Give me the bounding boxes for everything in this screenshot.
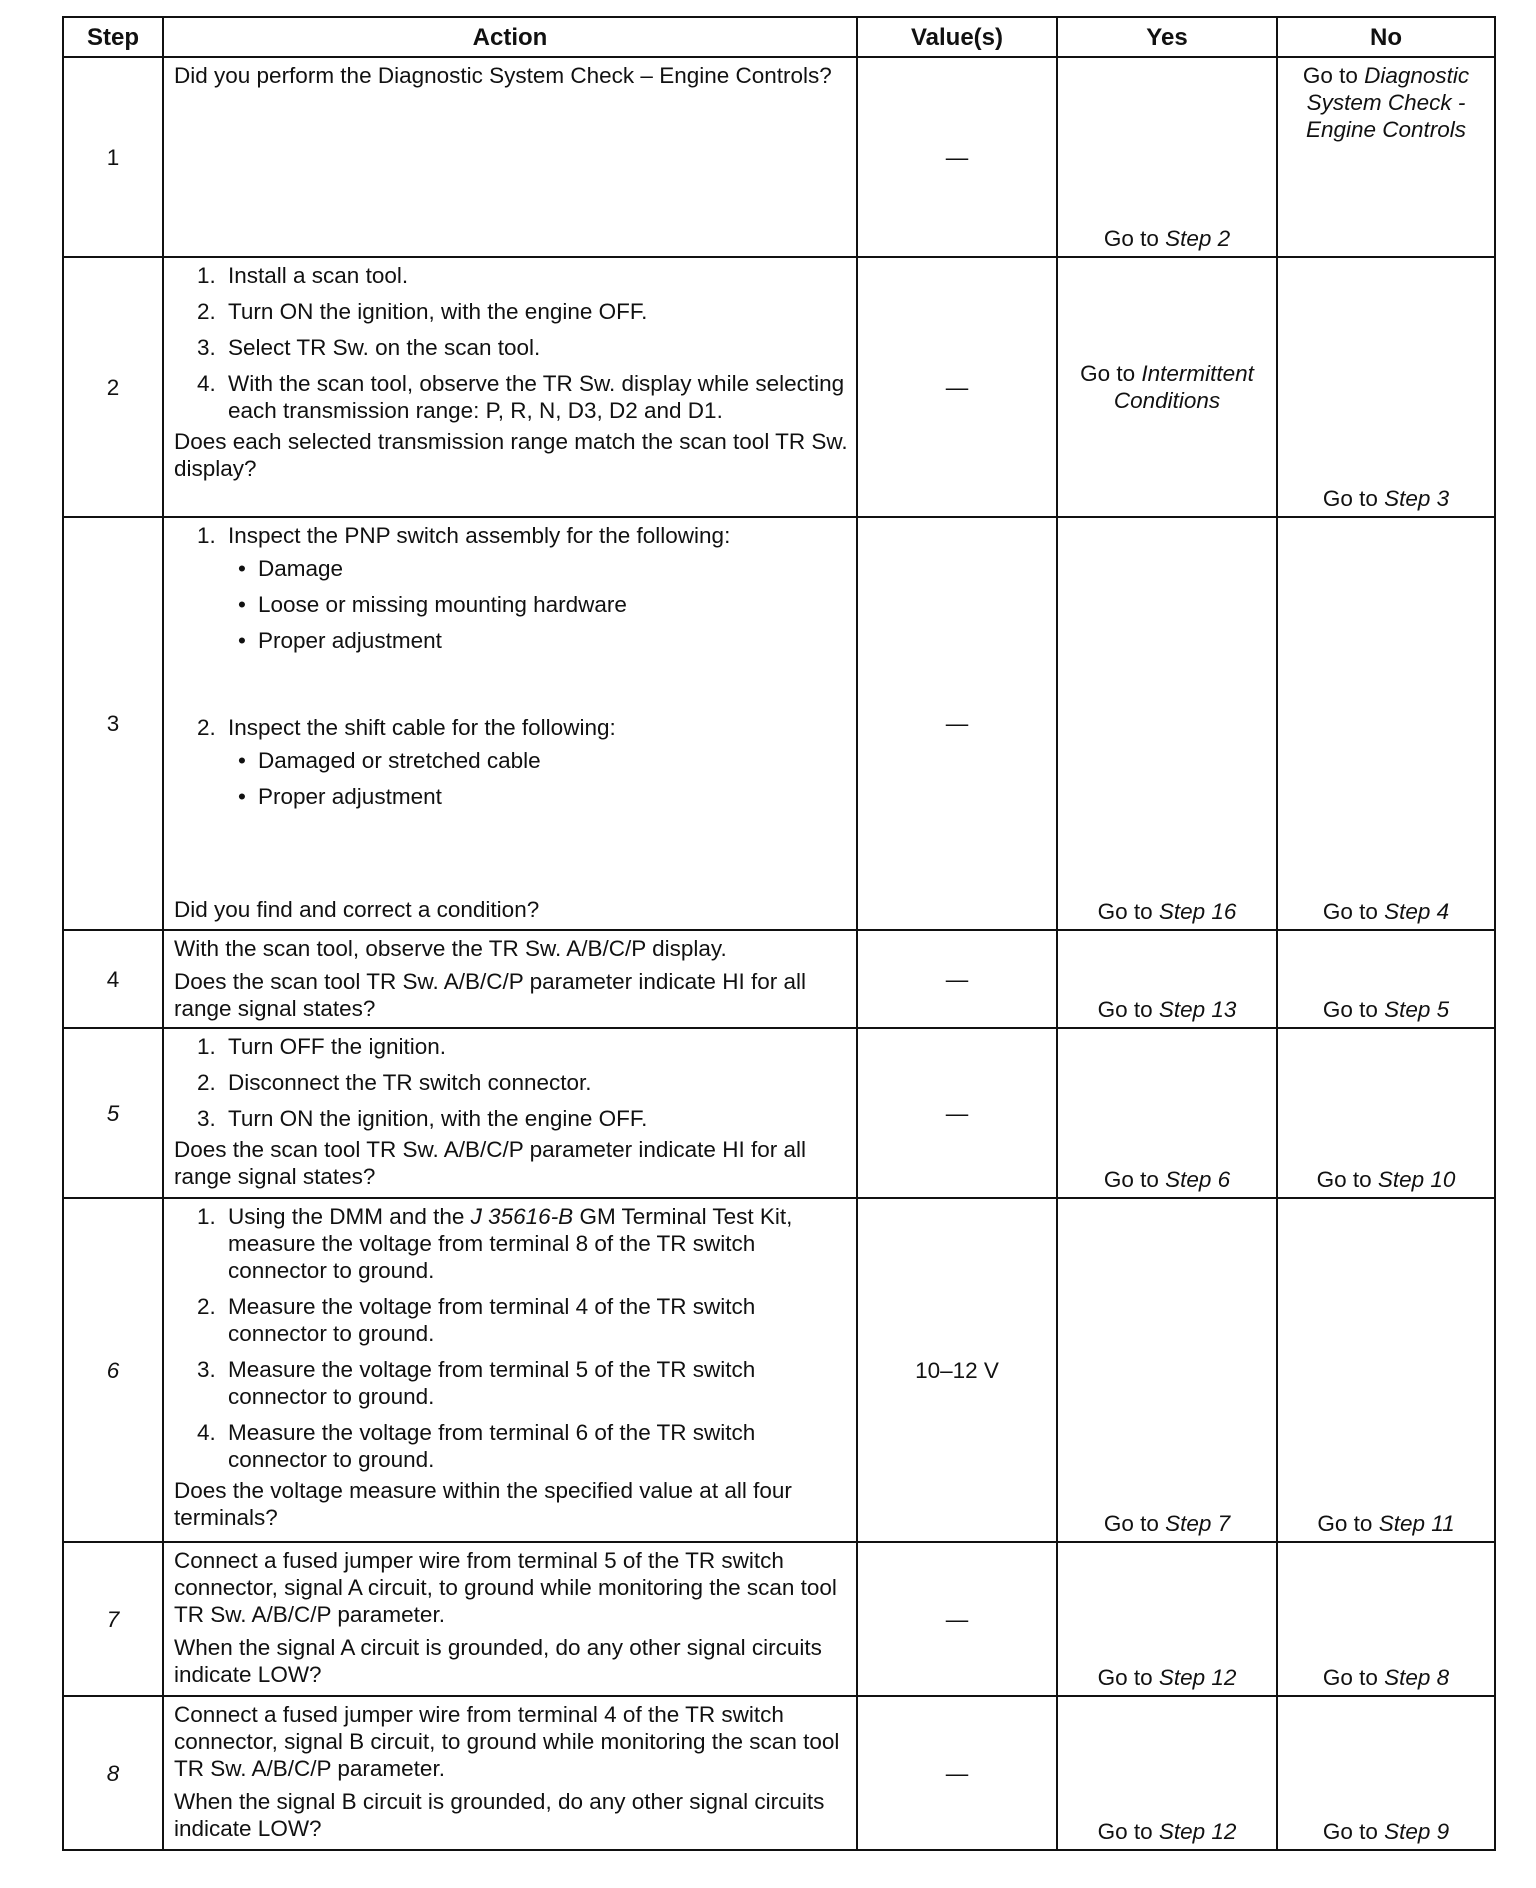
goto-target: Step 8 — [1384, 1665, 1450, 1690]
action-question: When the signal B circuit is grounded, do any other signal circuits indicate LOW? — [174, 1789, 825, 1841]
action-step — [222, 1203, 848, 1284]
goto-prefix: Go to — [1316, 1167, 1378, 1192]
action-step: 1. Install a scan tool. — [222, 262, 848, 289]
action-cell — [163, 1028, 857, 1198]
action-step — [222, 522, 848, 654]
header-yes: Yes — [1057, 17, 1277, 57]
no-cell — [1277, 257, 1495, 517]
goto-prefix: Go to — [1302, 63, 1365, 88]
table-row — [63, 1028, 1495, 1198]
goto-target: Step 13 — [1158, 997, 1237, 1022]
yes-cell — [1057, 517, 1277, 930]
yes-goto — [1058, 225, 1276, 252]
action-question: Does each selected transmission range match the scan tool TR Sw. display? — [174, 429, 848, 481]
action-step: 3. Turn ON the ignition, with the engine OFF. — [222, 1105, 848, 1132]
bullet-item: • Damage — [258, 555, 848, 582]
yes-cell — [1057, 257, 1277, 517]
goto-target: Step 5 — [1384, 997, 1450, 1022]
header-action: Action — [163, 17, 857, 57]
step-number: 2 — [63, 257, 163, 517]
step-number: 1 — [63, 57, 163, 257]
action-step-text: Using the DMM and the — [228, 1204, 471, 1229]
value-cell: — — [857, 257, 1057, 517]
no-cell — [1277, 1198, 1495, 1542]
goto-target: Step 7 — [1165, 1511, 1231, 1536]
table-row — [63, 930, 1495, 1028]
yes-goto — [1058, 996, 1276, 1023]
table-row — [63, 1198, 1495, 1542]
no-cell — [1277, 1696, 1495, 1850]
step-number: 5 — [63, 1028, 163, 1198]
yes-cell — [1057, 930, 1277, 1028]
no-cell — [1277, 1542, 1495, 1696]
action-step: 3. Measure the voltage from terminal 5 of the TR switch connector to ground. — [222, 1356, 848, 1410]
no-goto — [1278, 1510, 1494, 1537]
bullet-item: • Loose or missing mounting hardware — [258, 591, 848, 618]
action-cell — [163, 517, 857, 930]
action-question: Did you find and correct a condition? — [174, 897, 540, 922]
bullet-item: • Damaged or stretched cable — [258, 747, 848, 774]
no-goto — [1278, 898, 1494, 925]
diagnostic-table — [62, 16, 1496, 1851]
goto-target: Step 3 — [1384, 486, 1450, 511]
table-row — [63, 57, 1495, 257]
header-no: No — [1277, 17, 1495, 57]
action-step: 2. Turn ON the ignition, with the engine OFF. — [222, 298, 848, 325]
action-step: 2. Disconnect the TR switch connector. — [222, 1069, 848, 1096]
table-row — [63, 517, 1495, 930]
value-cell: — — [857, 1696, 1057, 1850]
action-step: 3. Select TR Sw. on the scan tool. — [222, 334, 848, 361]
value-cell: — — [857, 1542, 1057, 1696]
no-goto — [1278, 996, 1494, 1023]
action-text: Connect a fused jumper wire from terminal 5 of the TR switch connector, signal A circuit, to ground while monitoring the scan tool TR Sw. A/B/C/P parameter. — [174, 1548, 837, 1627]
goto-prefix: Go to — [1103, 1167, 1166, 1192]
action-question: Does the scan tool TR Sw. A/B/C/P parameter indicate HI for all range signal states? — [174, 1137, 806, 1189]
goto-prefix: Go to — [1322, 1665, 1385, 1690]
goto-prefix: Go to — [1322, 997, 1385, 1022]
no-goto — [1278, 1664, 1494, 1691]
action-step: 4. Measure the voltage from terminal 6 of the TR switch connector to ground. — [222, 1419, 848, 1473]
no-goto — [1278, 485, 1494, 512]
action-cell — [163, 57, 857, 257]
table-row — [63, 1542, 1495, 1696]
goto-target: Step 12 — [1158, 1819, 1237, 1844]
value-cell: — — [857, 930, 1057, 1028]
goto-prefix: Go to — [1317, 1511, 1379, 1536]
header-step: Step — [63, 17, 163, 57]
yes-cell — [1057, 57, 1277, 257]
bullet-list — [228, 555, 848, 654]
goto-prefix: Go to — [1103, 226, 1166, 251]
action-text: With the scan tool, observe the TR Sw. A/B/C/P display. — [174, 936, 727, 961]
action-step-text: Inspect the PNP switch assembly for the following: — [228, 523, 731, 548]
action-text: Connect a fused jumper wire from terminal 4 of the TR switch connector, signal B circuit, to ground while monitoring the scan tool TR Sw. A/B/C/P parameter. — [174, 1702, 840, 1781]
goto-prefix: Go to — [1322, 1819, 1385, 1844]
goto-target: Step 4 — [1384, 899, 1450, 924]
action-steps — [174, 522, 848, 810]
table-row — [63, 1696, 1495, 1850]
value-cell: 10–12 V — [857, 1198, 1057, 1542]
action-steps — [174, 1203, 848, 1473]
action-cell — [163, 1696, 857, 1850]
action-steps — [174, 262, 848, 424]
goto-target: Intermittent Conditions — [1113, 361, 1254, 413]
goto-prefix: Go to — [1097, 997, 1159, 1022]
action-question: Does the voltage measure within the specified value at all four terminals? — [174, 1478, 792, 1530]
goto-prefix: Go to — [1103, 1511, 1166, 1536]
action-step: 2. Measure the voltage from terminal 4 of the TR switch connector to ground. — [222, 1293, 848, 1347]
goto-target: Step 10 — [1377, 1167, 1456, 1192]
no-cell — [1277, 930, 1495, 1028]
step-number: 8 — [63, 1696, 163, 1850]
no-goto — [1278, 1818, 1494, 1845]
step-number: 6 — [63, 1198, 163, 1542]
action-cell — [163, 257, 857, 517]
action-step: 1. Turn OFF the ignition. — [222, 1033, 848, 1060]
yes-cell — [1057, 1696, 1277, 1850]
table-row — [63, 257, 1495, 517]
yes-goto — [1058, 1664, 1276, 1691]
goto-target: Step 11 — [1378, 1511, 1455, 1536]
no-cell — [1277, 517, 1495, 930]
action-cell — [163, 930, 857, 1028]
tool-number: J 35616-B — [470, 1204, 574, 1229]
yes-goto — [1058, 360, 1276, 414]
action-steps — [174, 1033, 848, 1132]
yes-goto — [1058, 1510, 1276, 1537]
goto-prefix: Go to — [1080, 361, 1142, 386]
goto-target: Step 2 — [1165, 226, 1231, 251]
yes-goto — [1058, 898, 1276, 925]
bullet-item: • Proper adjustment — [258, 627, 848, 654]
value-cell: — — [857, 57, 1057, 257]
action-question: Does the scan tool TR Sw. A/B/C/P parameter indicate HI for all range signal states? — [174, 969, 806, 1021]
action-question: When the signal A circuit is grounded, do any other signal circuits indicate LOW? — [174, 1635, 822, 1687]
yes-cell — [1057, 1542, 1277, 1696]
value-cell: — — [857, 517, 1057, 930]
no-goto — [1278, 58, 1494, 143]
bullet-list — [228, 747, 848, 810]
step-number: 4 — [63, 930, 163, 1028]
goto-prefix: Go to — [1322, 899, 1385, 924]
action-step: 4. With the scan tool, observe the TR Sw. display while selecting each transmission range: P, R, N, D3, D2 and D1. — [222, 370, 848, 424]
goto-prefix: Go to — [1097, 899, 1159, 924]
goto-target: Step 16 — [1158, 899, 1237, 924]
no-cell — [1277, 1028, 1495, 1198]
goto-prefix: Go to — [1097, 1819, 1159, 1844]
yes-cell — [1057, 1028, 1277, 1198]
goto-prefix: Go to — [1097, 1665, 1159, 1690]
yes-goto — [1058, 1818, 1276, 1845]
bullet-item: • Proper adjustment — [258, 783, 848, 810]
step-number: 3 — [63, 517, 163, 930]
yes-cell — [1057, 1198, 1277, 1542]
step-number: 7 — [63, 1542, 163, 1696]
yes-goto — [1058, 1166, 1276, 1193]
goto-prefix: Go to — [1322, 486, 1385, 511]
goto-target: Step 6 — [1165, 1167, 1231, 1192]
action-cell — [163, 1542, 857, 1696]
no-cell — [1277, 57, 1495, 257]
goto-target: Step 9 — [1384, 1819, 1450, 1844]
action-cell — [163, 1198, 857, 1542]
action-step — [222, 714, 848, 810]
action-text: Did you perform the Diagnostic System Check – Engine Controls? — [174, 63, 832, 88]
action-step-text: GM Terminal Test Kit, measure the voltage from terminal 8 of the TR switch connector to ground. — [228, 1204, 793, 1283]
header-row — [63, 17, 1495, 57]
value-cell: — — [857, 1028, 1057, 1198]
action-step-text: Inspect the shift cable for the following: — [228, 715, 616, 740]
goto-target: Step 12 — [1158, 1665, 1237, 1690]
no-goto — [1278, 1166, 1494, 1193]
goto-target: Diagnostic System Check - Engine Controls — [1305, 63, 1470, 142]
header-value: Value(s) — [857, 17, 1057, 57]
